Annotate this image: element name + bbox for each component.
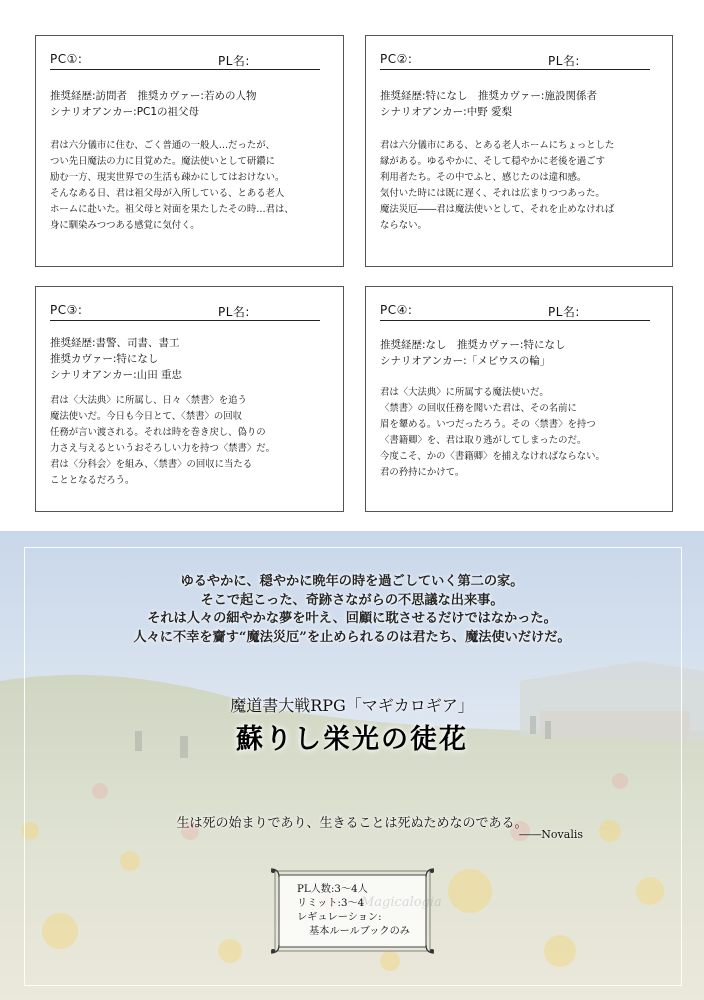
pc4-desc-line: 君の矜持にかけて。 <box>380 467 465 478</box>
pc1-desc-line: 君は六分儀市に住む、ごく普通の一般人…だったが、 <box>50 140 276 151</box>
pc1-desc-line: 励む一方、現実世界での生活も疎かにしてはおけない。 <box>50 172 285 183</box>
pc4-header <box>380 303 650 321</box>
pc4-desc-line: 〈禁書〉の回収任務を聞いた君は、その名前に <box>380 403 577 414</box>
pc3-info-line: 推奨カヴァー:特になし <box>50 353 159 365</box>
pc1-desc-line: 身に馴染みつつある感覚に気付く。 <box>50 220 200 231</box>
pc4-desc-line: 今度こそ、かの〈書籍卿〉を捕えなければならない。 <box>380 451 605 462</box>
pc4-description <box>380 385 658 481</box>
pc2-desc-line: 君は六分儀市にある、とある老人ホームにちょっとした <box>380 140 615 151</box>
pc3-player-name-label: PL名: <box>218 305 250 319</box>
pc4-info-line: シナリオアンカー:「メビウスの輪」 <box>380 355 551 367</box>
pc4-player-name-label: PL名: <box>548 305 580 319</box>
pc1-desc-line: ホームに赴いた。祖父母と対面を果たしたその時…君は、 <box>50 204 294 215</box>
pc1-desc-line: そんなある日、君は祖父母が入所している、とある老人 <box>50 188 285 199</box>
pc2-desc-line: 縁がある。ゆるやかに、そして穏やかに老後を過ごす <box>380 156 606 167</box>
intro-line: 人々に不幸を齎す“魔法災厄”を止められるのは君たち、魔法使いだけだ。 <box>133 629 571 645</box>
pc4-desc-line: 〈書籍卿〉を、君は取り逃がしてしまったのだ。 <box>380 435 587 446</box>
pc3-card <box>35 286 344 512</box>
pc3-info-line: シナリオアンカー:山田 重忠 <box>50 369 183 381</box>
pc3-info-line: 推奨経歴:書警、司書、書工 <box>50 337 180 349</box>
pc3-description <box>50 393 329 489</box>
pc1-info-line: 推奨経歴:訪問者 推奨カヴァー:若めの人物 <box>50 90 257 102</box>
pc2-desc-line: 気付いた時には既に遅く、それは広まりつつあった。 <box>380 188 605 199</box>
intro-text <box>0 573 704 647</box>
pc3-desc-line: 君は〈分科会〉を組み、〈禁書〉の回収に当たる <box>50 459 253 470</box>
pc1-header <box>50 52 320 70</box>
poster-section <box>0 531 704 1000</box>
pc3-desc-line: 任務が言い渡される。それは時を巻き戻し、偽りの <box>50 427 266 438</box>
players-count: PL人数:3〜4人 <box>297 884 368 895</box>
pc4-desc-line: 君は〈大法典〉に所属する魔法使いだ。 <box>380 387 549 398</box>
regulation-value: 基本ルールブックのみ <box>309 926 410 937</box>
pc3-desc-line: 君は〈大法典〉に所属し、日々〈禁書〉を追う <box>50 395 247 406</box>
pc3-desc-line: こととなるだろう。 <box>50 475 135 486</box>
pc4-desc-line: 眉を顰める。いつだったろう。その〈禁書〉を持つ <box>380 419 596 430</box>
quote-author: ――Novalis <box>519 828 583 841</box>
pc4-label: PC④: <box>380 303 413 317</box>
pc3-label: PC③: <box>50 303 83 317</box>
regulation-box <box>269 867 442 955</box>
pc1-desc-line: つい先日魔法の力に目覚めた。魔法使いとして研鑽に <box>50 156 276 167</box>
pc4-card <box>365 286 673 512</box>
regulation-text <box>297 883 410 939</box>
pc2-player-name-label: PL名: <box>548 54 580 68</box>
game-subtitle: 魔道書大戦RPG「マギカロギア」 <box>230 696 474 715</box>
pc3-header <box>50 303 320 321</box>
scenario-title: 蘇りし栄光の徒花 <box>236 724 468 755</box>
pc2-desc-line: ならない。 <box>380 220 427 231</box>
intro-line: そこで起こった、奇跡さながらの不思議な出来事。 <box>200 592 504 608</box>
logo-watermark: Magicalogia <box>361 895 442 910</box>
pc3-info <box>50 335 329 383</box>
pc2-info-line: 推奨経歴:特になし 推奨カヴァー:施設関係者 <box>380 90 597 102</box>
pc2-label: PC②: <box>380 52 413 66</box>
quote-text: 生は死の始まりであり、生きることは死ぬためなのである。 <box>176 816 528 831</box>
pc3-desc-line: 力さえ与えるというおそろしい力を持つ〈禁書〉だ。 <box>50 443 276 454</box>
pc2-description <box>380 138 658 234</box>
pc2-desc-line: 利用者たち。その中でふと、感じたのは違和感。 <box>380 172 587 183</box>
intro-line: それは人々の細やかな夢を叶え、回顧に耽させるだけではなかった。 <box>147 611 557 626</box>
pc2-info <box>380 88 658 120</box>
limit: リミット:3〜4 <box>297 898 365 909</box>
pc1-info-line: シナリオアンカー:PC1の祖父母 <box>50 106 200 118</box>
regulation-label: レギュレーション: <box>297 912 382 923</box>
pc2-info-line: シナリオアンカー:中野 愛梨 <box>380 106 513 118</box>
pc1-label: PC①: <box>50 52 83 66</box>
intro-line: ゆるやかに、穏やかに晩年の時を過ごしていく第二の家。 <box>180 574 524 589</box>
pc2-header <box>380 52 650 70</box>
pc3-desc-line: 魔法使いだ。今日も今日とて、〈禁書〉の回収 <box>50 411 242 422</box>
pc1-info <box>50 88 329 120</box>
pc1-card <box>35 35 344 267</box>
pc4-info-line: 推奨経歴:なし 推奨カヴァー:特になし <box>380 339 566 351</box>
pc2-desc-line: 魔法災厄――君は魔法使いとして、それを止めなければ <box>380 204 615 215</box>
pc4-info <box>380 337 658 369</box>
pc1-description <box>50 138 329 234</box>
pc1-player-name-label: PL名: <box>218 54 250 68</box>
pc2-card <box>365 35 673 267</box>
